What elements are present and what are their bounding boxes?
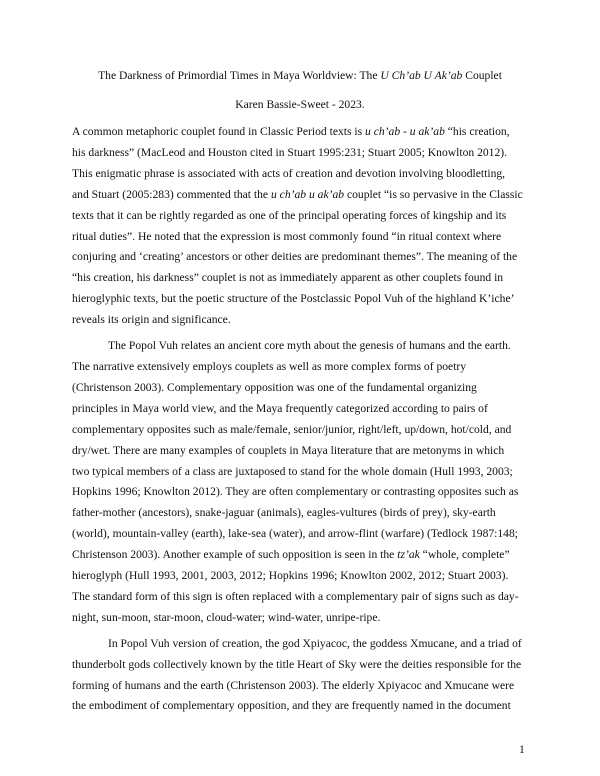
text-line: texts that it can be rightly regarded as one of the principal operating forces of kingship and its [72,208,507,222]
text-line: In Popol Vuh version of creation, the god Xpiyacoc, the goddess Xmucane, and a triad of [108,636,522,650]
title-italic: U Ch’ab U Ak’ab [380,69,463,82]
text-line: The narrative extensively employs couplets as well as more complex forms of poetry [72,359,467,373]
text-line: reveals its origin and significance. [72,313,231,327]
text-line: The standard form of this sign is often replaced with a complementary pair of signs such as day- [72,589,519,603]
italic-term: u ch’ab u ak’ab [270,187,345,201]
text-line: (world), mountain-valley (earth), lake-sea (water), and arrow-flint (warfare) (Tedlock 1987:148; [72,527,518,541]
text-line: Christenson 2003). Another example of such opposition is seen in the tz’ak “whole, complete” [72,548,510,562]
text-line: and Stuart (2005:283) commented that the u ch’ab u ak’ab couplet “is so pervasive in the Classic [72,187,523,201]
title-suffix: Couplet [462,69,502,82]
author-line: Karen Bassie-Sweet - 2023. [235,98,365,111]
paragraph-2 [72,336,528,629]
text-line: principles in Maya world view, and the Maya frequently categorized according to pairs of [72,401,488,415]
text-line: “his creation, his darkness” couplet is not as immediately apparent as other couplets found in [72,271,504,285]
text-line: (Christenson 2003). Complementary opposition was one of the fundamental organizing [72,380,477,394]
paper-title [0,68,600,84]
body-text [72,122,528,717]
text-line: The Popol Vuh relates an ancient core myth about the genesis of humans and the earth. [108,339,511,353]
text-line: hieroglyph (Hull 1993, 2001, 2003, 2012; Hopkins 1996; Knowlton 2002, 2012; Stuart 2003). [72,569,509,583]
text-line: conjuring and ‘creating’ ancestors or other deities are predominant themes”. The meaning of the [72,250,518,264]
paragraph-3 [72,634,528,718]
italic-term: u ch’ab - u ak’ab [365,125,445,138]
text-line: two typical members of a class are juxtaposed to stand for the whole domain (Hull 1993, 2003; [72,464,513,478]
paragraph-1 [72,122,528,331]
text-line: A common metaphoric couplet found in Classic Period texts is u ch’ab - u ak’ab “his creation, [72,125,510,138]
text-line: night, sun-moon, star-moon, cloud-water; wind-water, unripe-ripe. [72,610,381,624]
text-line: thunderbolt gods collectively known by the title Heart of Sky were the deities responsible for the [72,657,522,671]
text-line: Hopkins 1996; Knowlton 2012). They are often complementary or contrasting opposites such as [72,485,519,499]
text-line: forming of humans and the earth (Christenson 2003). The elderly Xpiyacoc and Xmucane were [72,678,515,692]
italic-term: tz’ak [397,548,420,562]
page-number: 1 [519,743,525,756]
text-line: father-mother (ancestors), snake-jaguar (animals), eagles-vultures (birds of prey), sky-earth [72,506,496,520]
text-line: ritual duties”. He noted that the expression is most commonly found “in ritual context where [72,229,502,243]
text-line: This enigmatic phrase is associated with acts of creation and devotion involving bloodletting, [72,166,506,180]
text-line: complementary opposites such as male/female, senior/junior, right/left, up/down, hot/cold, and [72,422,512,436]
text-line: dry/wet. There are many examples of couplets in Maya literature that are metonyms in which [72,443,505,457]
text-line: his darkness” (MacLeod and Houston cited in Stuart 1995:231; Stuart 2005; Knowlton 2012). [72,145,508,159]
title-prefix: The Darkness of Primordial Times in Maya Worldview: The [98,69,381,82]
text-line: the embodiment of complementary opposition, and they are frequently named in the document [72,699,511,713]
text-line: hieroglyphic texts, but the poetic structure of the Postclassic Popol Vuh of the highland K’iche’ [72,292,515,306]
